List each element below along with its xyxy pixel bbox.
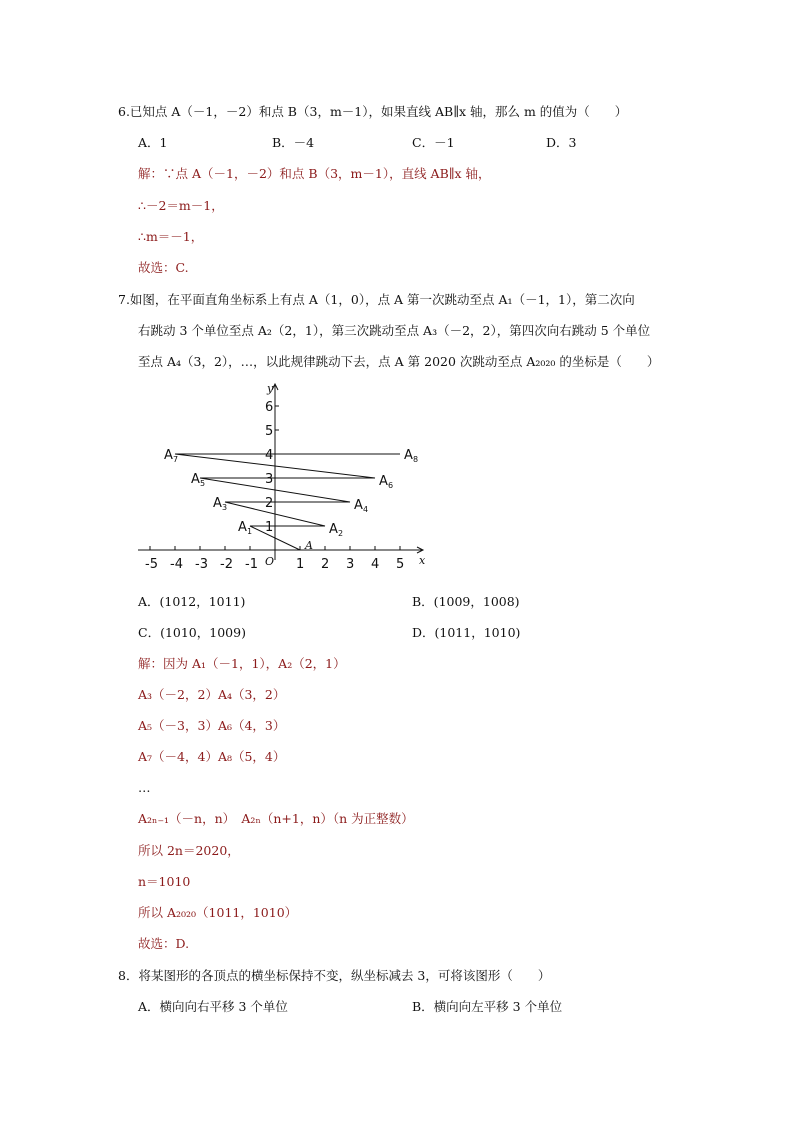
q8-option-b: B．横向向左平移 3 个单位 xyxy=(412,999,563,1014)
q7-solution-line: 解：因为 A₁（－1，1），A₂（2，1） xyxy=(138,656,346,671)
svg-text:8: 8 xyxy=(413,455,419,464)
q7-solution-line: A₇（－4，4）A₈（5，4） xyxy=(138,749,286,764)
svg-text:A: A xyxy=(354,498,363,513)
y-tick-label: 1 xyxy=(265,520,274,535)
svg-text:2: 2 xyxy=(338,529,344,538)
q6-solution-line: ∴m＝－1， xyxy=(138,229,204,244)
point-label-a6 xyxy=(379,474,393,490)
q7-solution-line: 故选：D. xyxy=(138,936,190,951)
y-tick-label: 4 xyxy=(265,448,274,463)
x-tick-label: -3 xyxy=(195,557,208,572)
svg-text:7: 7 xyxy=(173,455,179,464)
q6-solution-line: ∴－2＝m－1， xyxy=(138,198,224,213)
x-tick-label: -2 xyxy=(220,557,233,572)
svg-text:A: A xyxy=(238,520,247,535)
q7-option-c: C．(1010，1009) xyxy=(138,625,246,640)
x-tick-label: 4 xyxy=(371,557,380,572)
svg-text:4: 4 xyxy=(363,505,369,514)
svg-text:A: A xyxy=(379,474,388,489)
q7-option-b: B．(1009，1008) xyxy=(412,594,520,609)
q7-solution-line: … xyxy=(138,780,151,795)
y-tick-label: 6 xyxy=(265,400,274,415)
svg-text:A: A xyxy=(213,496,222,511)
q7-solution-line: 所以 2n＝2020， xyxy=(138,843,240,858)
svg-text:6: 6 xyxy=(388,481,394,490)
point-label-a: A xyxy=(305,539,313,552)
x-tick-label: -1 xyxy=(245,557,258,572)
q6-option-b: B．－4 xyxy=(272,135,315,150)
q7-solution-line: A₂ₙ₋₁（－n，n） A₂ₙ（n+1，n）（n 为正整数） xyxy=(138,811,414,826)
q7-solution-line: A₃（－2，2）A₄（3，2） xyxy=(138,687,286,702)
point-label-a3 xyxy=(213,496,227,512)
q7-option-d: D．(1011，1010) xyxy=(412,625,521,640)
q7-stem-line: 右跳动 3 个单位至点 A₂（2，1），第三次跳动至点 A₃（－2，2），第四次向右跳动 5 个单位 xyxy=(138,323,651,338)
point-label-a4 xyxy=(354,498,368,514)
x-tick-label: 1 xyxy=(296,557,305,572)
jump-path xyxy=(175,454,400,550)
svg-text:A: A xyxy=(329,522,338,537)
q7-solution-line: 所以 A₂₀₂₀（1011，1010） xyxy=(138,905,298,920)
svg-text:A: A xyxy=(164,448,173,463)
q6-solution-line: 解：∵点 A（－1，－2）和点 B（3，m－1），直线 AB∥x 轴， xyxy=(138,166,491,181)
x-tick-label: 3 xyxy=(346,557,355,572)
point-label-a5 xyxy=(191,472,205,488)
svg-text:A: A xyxy=(191,472,200,487)
x-tick-label: 2 xyxy=(321,557,330,572)
q6-stem: 6.已知点 A（－1，－2）和点 B（3，m－1），如果直线 AB∥x 轴，那么 m 的值为（ ） xyxy=(118,104,628,119)
coordinate-figure xyxy=(128,378,438,578)
q6-solution-line: 故选：C. xyxy=(138,260,189,275)
q7-stem-line: 7.如图，在平面直角坐标系上有点 A（1，0），点 A 第一次跳动至点 A₁（－1，1），第二次向 xyxy=(118,292,635,307)
point-label-a7 xyxy=(164,448,178,464)
y-axis-label: y xyxy=(267,382,274,395)
q7-stem-line: 至点 A₄（3，2），…，以此规律跳动下去，点 A 第 2020 次跳动至点 A₂₀₂₀ 的坐标是（ ） xyxy=(138,354,660,369)
q6-option-a: A．1 xyxy=(138,135,168,150)
q6-option-c: C．－1 xyxy=(412,135,455,150)
y-tick-label: 3 xyxy=(265,472,274,487)
x-tick-label: -4 xyxy=(170,557,183,572)
svg-text:1: 1 xyxy=(247,527,253,536)
point-label-a1 xyxy=(238,520,252,536)
q7-solution-line: n＝1010 xyxy=(138,874,191,889)
point-label-a2 xyxy=(329,522,343,538)
point-label-a8 xyxy=(404,448,418,464)
x-tick-label: 5 xyxy=(396,557,405,572)
q7-solution-line: A₅（－3，3）A₆（4，3） xyxy=(138,718,286,733)
q8-stem: 8．将某图形的各顶点的横坐标保持不变，纵坐标减去 3，可将该图形（ ） xyxy=(118,968,551,983)
y-tick-label: 5 xyxy=(265,424,274,439)
x-tick-label: -5 xyxy=(145,557,158,572)
q6-option-d: D．3 xyxy=(546,135,577,150)
svg-text:5: 5 xyxy=(200,479,206,488)
y-tick-label: 2 xyxy=(265,496,274,511)
svg-text:A: A xyxy=(404,448,413,463)
origin-label: O xyxy=(265,555,275,568)
q8-option-a: A．横向向右平移 3 个单位 xyxy=(138,999,288,1014)
q7-option-a: A．(1012，1011) xyxy=(138,594,246,609)
x-axis-label: x xyxy=(419,554,426,567)
svg-text:3: 3 xyxy=(222,503,228,512)
